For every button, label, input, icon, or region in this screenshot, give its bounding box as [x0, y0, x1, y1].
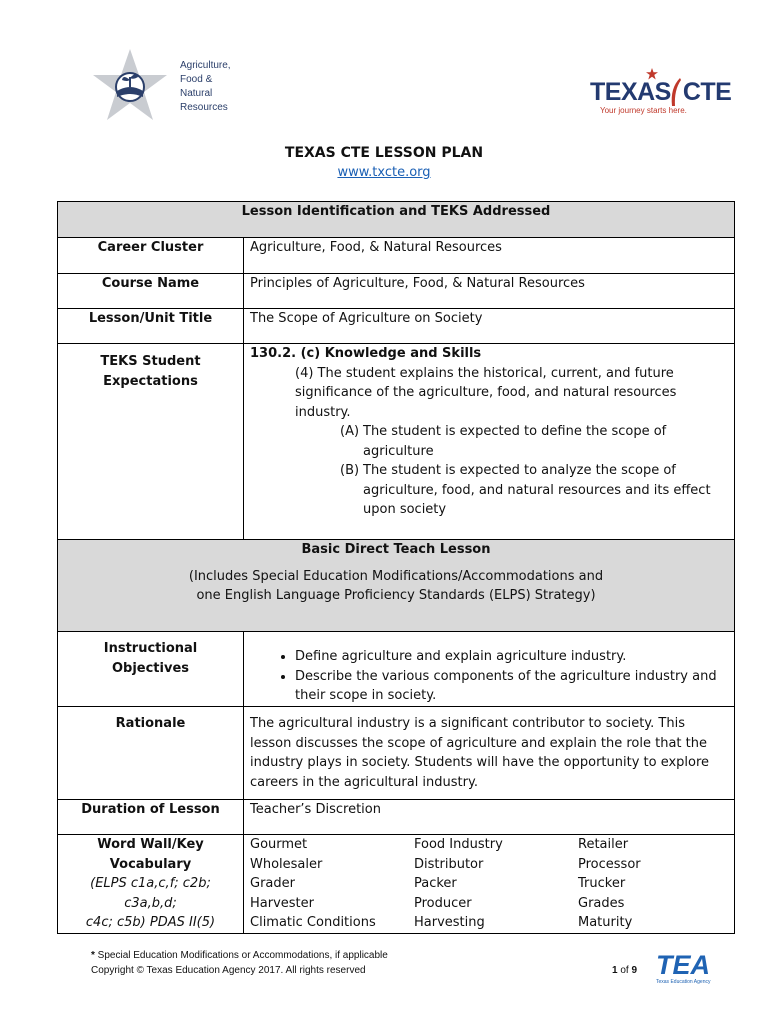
afnr-logo	[92, 47, 242, 125]
section-subheading: (Includes Special Education Modifications/Accommodations and	[188, 568, 604, 584]
teks-heading: 130.2. (c) Knowledge and Skills	[250, 346, 482, 361]
lesson-plan-table	[57, 201, 735, 934]
footer-copyright: Copyright © Texas Education Agency 2017. All rights reserved	[91, 965, 366, 976]
texas-cte-logo	[590, 68, 732, 120]
lesson-title-label: Lesson/Unit Title	[58, 309, 244, 344]
star-icon	[646, 68, 658, 80]
teks-item: (A) The student is expected to define the scope of agriculture	[340, 424, 667, 459]
vocab-word: Climatic Conditions	[250, 915, 376, 930]
table-row	[58, 835, 735, 934]
course-name-label: Course Name	[58, 274, 244, 309]
teks-item: (B) The student is expected to analyze the scope of agriculture, food, and natural resources and its effect upon society	[340, 463, 711, 517]
vocabulary-label: Word Wall/Key Vocabulary (ELPS c1a,c,f; c2b; c3a,b,d; c4c; c5b) PDAS II(5)	[58, 835, 244, 934]
brand-tagline: Your journey starts here.	[600, 106, 687, 115]
objectives-label: Instructional Objectives	[58, 632, 244, 707]
teks-label: TEKS Student Expectations	[58, 344, 244, 540]
duration-value: Teacher’s Discretion	[244, 800, 735, 835]
list-item: • Describe the various components of the agriculture industry and their scope in society.	[295, 667, 728, 706]
list-item: • Define agriculture and explain agriculture industry.	[295, 647, 728, 667]
vocab-word: Grader	[250, 876, 295, 891]
tea-subtitle: Texas Education Agency	[656, 979, 711, 985]
section-heading: Lesson Identification and TEKS Addressed	[58, 202, 735, 238]
section-heading-row	[58, 202, 735, 238]
table-row	[58, 309, 735, 344]
vocab-word: Distributor	[414, 856, 484, 872]
vocabulary-value	[244, 835, 735, 934]
star-seedling-icon	[92, 47, 172, 125]
vocab-word: Maturity	[578, 915, 633, 930]
objectives-value	[244, 632, 735, 707]
tea-wordmark: TEA	[656, 950, 710, 980]
table-row	[58, 344, 735, 540]
vocab-word: Harvesting	[414, 915, 485, 930]
vocab-word: Packer	[414, 876, 457, 891]
rationale-value: The agricultural industry is a significant contributor to society. This lesson discusses the scope of agriculture and explain the role that the industry plays in society. Students will have the opportunity to explore careers in the agricultural industry.	[244, 707, 735, 800]
table-row	[58, 632, 735, 707]
table-row	[58, 800, 735, 835]
swoosh-icon	[668, 78, 682, 108]
vocab-word: Harvester	[250, 895, 314, 911]
table-row	[58, 707, 735, 800]
vocab-word: Trucker	[578, 876, 626, 891]
teks-standard: (4) The student explains the historical, current, and future significance of the agriculture, food, and natural resources industry.	[295, 365, 677, 420]
course-name-value: Principles of Agriculture, Food, & Natural Resources	[244, 274, 735, 309]
texas-cte-wordmark: TEXAS CTE	[590, 78, 732, 106]
website-link[interactable]: www.txcte.org	[337, 165, 431, 180]
vocab-word: Gourmet	[250, 837, 308, 852]
career-cluster-value: Agriculture, Food, & Natural Resources	[244, 238, 735, 274]
vocab-word: Producer	[414, 895, 472, 911]
footer-note: * Special Education Modifications or Accommodations, if applicable	[91, 950, 388, 961]
table-row	[58, 274, 735, 309]
vocab-word: Retailer	[578, 837, 629, 852]
page-number: 1 of 9	[612, 965, 638, 976]
duration-label: Duration of Lesson	[58, 800, 244, 835]
rationale-label: Rationale	[58, 707, 244, 800]
section-subheading: one English Language Proficiency Standards (ELPS) Strategy)	[196, 588, 596, 603]
section-heading-block	[58, 540, 735, 632]
page-title: TEXAS CTE LESSON PLAN	[284, 145, 484, 161]
lesson-title-value: The Scope of Agriculture on Society	[244, 309, 735, 344]
table-row	[58, 238, 735, 274]
career-cluster-label: Career Cluster	[58, 238, 244, 274]
section-heading: Basic Direct Teach Lesson	[301, 542, 491, 557]
vocab-word: Wholesaler	[250, 856, 323, 872]
vocab-word: Processor	[578, 856, 641, 872]
vocab-word: Food Industry	[414, 837, 503, 852]
teks-value	[244, 344, 735, 540]
tea-logo	[656, 950, 718, 990]
afnr-logo-text: Agriculture, Food & Natural Resources	[180, 60, 231, 113]
section-heading-row	[58, 540, 735, 632]
vocab-word: Grades	[578, 895, 625, 911]
vocabulary-grid	[250, 835, 728, 933]
